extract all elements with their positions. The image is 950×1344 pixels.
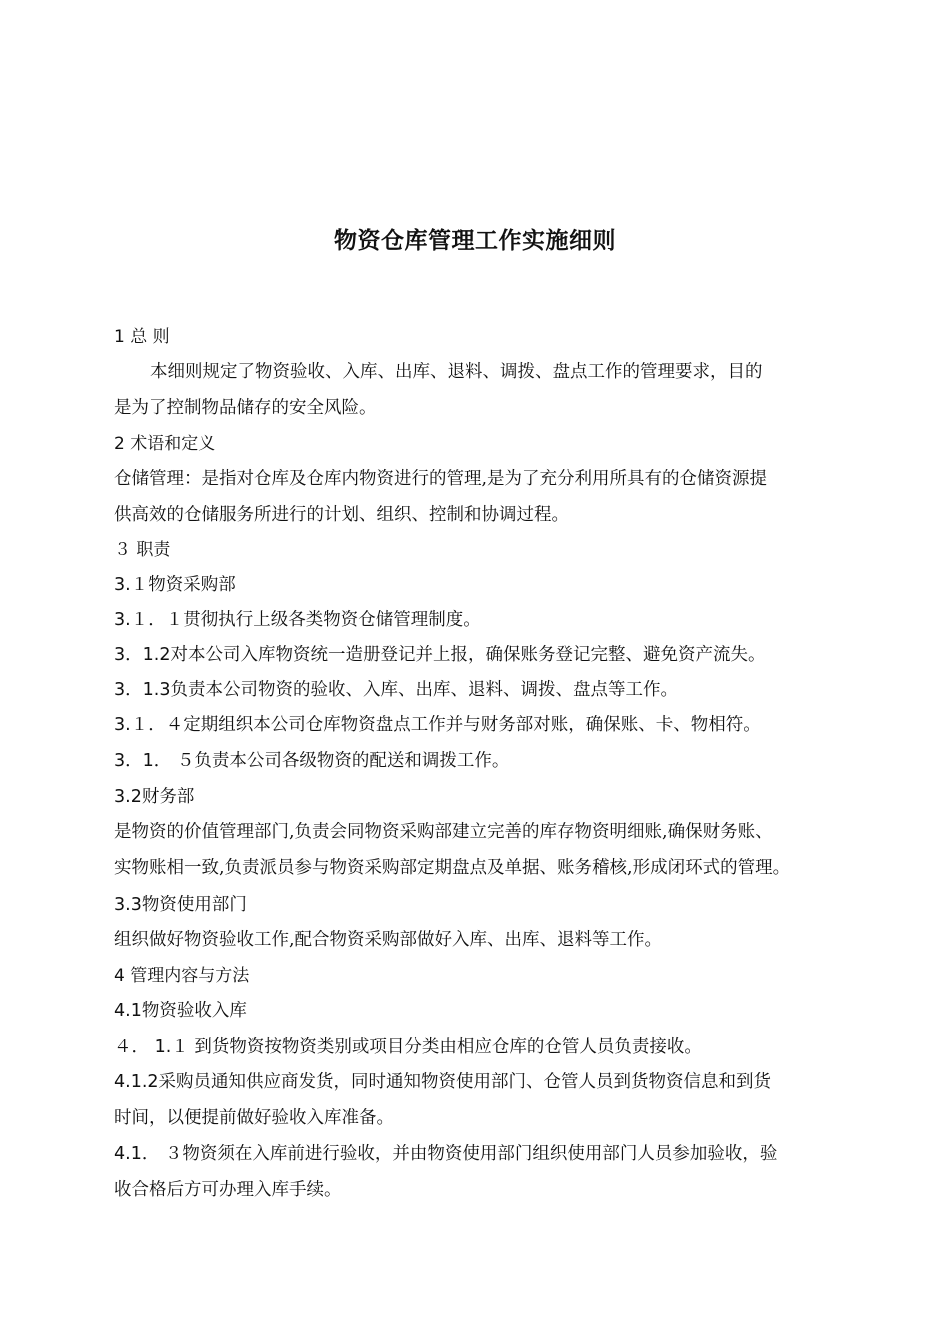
paragraph-line [114,1178,342,1202]
clause-number: 4.1 [114,1001,142,1021]
clause-number: 3. [114,610,131,630]
document-title: 物资仓库管理工作实施细则 [334,228,616,254]
clause-text: １．４定期组织本公司仓库物资盘点工作并与财务部对账，确保账、卡、物相符。 [130,715,761,735]
clause-line [114,608,481,632]
section-number: 2 [114,434,131,454]
paragraph-line [114,467,767,491]
clause-text: ５负责本公司各级物资的配送和调拨工作。 [171,751,510,771]
section-number: 1 [114,327,131,347]
subsection-line [114,999,247,1023]
section-heading-3 [114,538,170,562]
clause-number: ４． 1. [114,1037,172,1057]
clause-number: 3．1.2 [114,645,171,665]
paragraph-line [114,820,773,844]
section-number: ３ [114,540,137,560]
clause-number: 3. [114,715,131,735]
section-number: 4 [114,966,131,986]
clause-line [114,749,509,773]
clause-text: 采购员通知供应商发货，同时通知物资使用部门、仓管人员到货物资信息和到货 [158,1072,772,1092]
clause-text: 物资验收入库 [141,1001,247,1021]
paragraph-text: 供高效的仓储服务所进行的计划、组织、控制和协调过程。 [114,505,569,525]
section-title: 管理内容与方法 [130,966,250,986]
clause-text: 财务部 [141,787,195,807]
section-heading-1 [114,325,170,349]
paragraph-line [114,928,662,952]
subsection-line [114,785,194,809]
paragraph-text: 是物资的价值管理部门,负责会同物资采购部建立完善的库存物资明细账,确保财务账、 [114,822,773,842]
paragraph-line [114,1106,394,1130]
clause-number: 4.1.2 [114,1072,159,1092]
clause-line [114,1142,777,1166]
clause-text: １ 到货物资按物资类别或项目分类由相应仓库的仓管人员负责接收。 [171,1037,702,1057]
paragraph-text: 本细则规定了物资验收、入库、出库、退料、调拨、盘点工作的管理要求，目的 [150,362,763,382]
clause-line [114,713,761,737]
paragraph-line [150,360,763,384]
clause-line [114,1070,771,1094]
paragraph-text: 是为了控制物品储存的安全风险。 [114,398,377,418]
clause-line [114,1035,702,1059]
clause-number: 3.2 [114,787,142,807]
paragraph-text: 组织做好物资验收工作,配合物资采购部做好入库、出库、退料等工作。 [114,930,663,950]
paragraph-line [114,396,377,420]
clause-text: １物资采购部 [130,575,236,595]
section-heading-4 [114,964,249,988]
section-title: 总 则 [130,327,170,347]
clause-line [114,643,765,667]
section-heading-2 [114,432,215,456]
clause-text: 物资使用部门 [141,895,247,915]
clause-line [114,678,678,702]
section-title: 术语和定义 [130,434,216,454]
paragraph-line [114,856,790,880]
clause-number: 4.1． [114,1144,160,1164]
clause-text: 对本公司入库物资统一造册登记并上报，确保账务登记完整、避免资产流失。 [170,645,766,665]
subsection-line [114,893,247,917]
paragraph-text: 实物账相一致,负责派员参与物资采购部定期盘点及单据、账务稽核,形成闭环式的管理。 [114,858,791,878]
paragraph-line [114,503,569,527]
paragraph-text: 时间，以便提前做好验收入库准备。 [114,1108,394,1128]
clause-number: 3．1.3 [114,680,171,700]
clause-text: 负责本公司物资的验收、入库、出库、退料、调拨、盘点等工作。 [170,680,678,700]
clause-text: １．１贯彻执行上级各类物资仓储管理制度。 [130,610,481,630]
clause-number: 3.3 [114,895,142,915]
paragraph-text: 收合格后方可办理入库手续。 [114,1180,342,1200]
subsection-line [114,573,236,597]
clause-number: 3．1． [114,751,172,771]
section-title: 职责 [136,540,171,560]
clause-number: 3. [114,575,131,595]
paragraph-text: 仓储管理：是指对仓库及仓库内物资进行的管理,是为了充分利用所具有的仓储资源提 [114,469,768,489]
clause-text: ３物资须在入库前进行验收，并由物资使用部门组织使用部门人员参加验收，验 [159,1144,778,1164]
